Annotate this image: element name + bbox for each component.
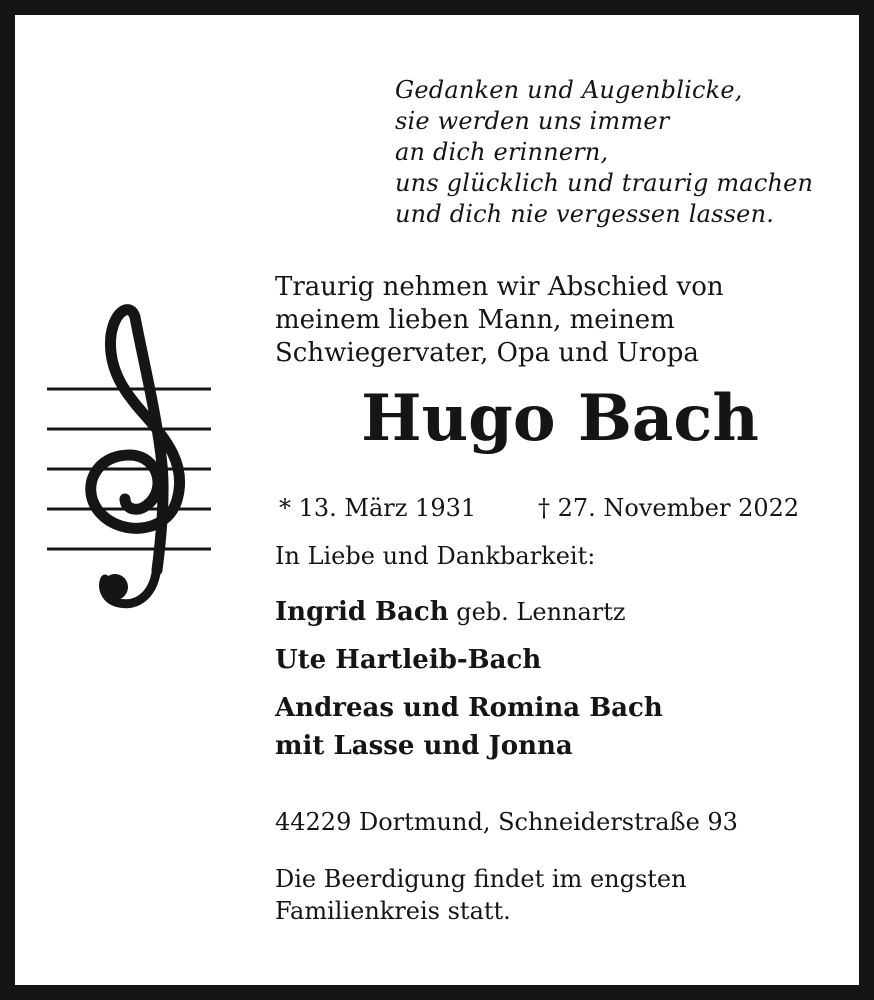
deceased-name: Hugo Bach [361,381,759,456]
family-member-widow [275,593,626,631]
family-member-daughter: Ute Hartleib-Bach [275,645,542,675]
thanks-line: In Liebe und Dankbarkeit: [275,542,596,570]
clef-dot [102,574,128,600]
treble-clef-graphic [47,295,211,625]
clef-stroke [91,310,180,570]
farewell-intro: Traurig nehmen wir Abschied von meinem lieben Mann, meinem Schwiegervater, Opa und Uropa [275,272,724,368]
family-member-son: Andreas und Romina Bach mit Lasse und Jonna [275,693,663,761]
birth-date: * 13. März 1931 [279,494,477,522]
funeral-note: Die Beerdigung findet im engsten Familienkreis statt. [275,865,687,925]
treble-clef-icon [47,295,211,625]
widow-name: Ingrid Bach [275,597,449,627]
address-line: 44229 Dortmund, Schneiderstraße 93 [275,808,738,836]
death-date: † 27. November 2022 [538,494,800,522]
widow-maiden-name: geb. Lennartz [448,598,626,626]
memorial-poem: Gedanken und Augenblicke, sie werden uns immer an dich erinnern, uns glücklich und traurig machen und dich nie vergessen lassen. [395,76,814,228]
